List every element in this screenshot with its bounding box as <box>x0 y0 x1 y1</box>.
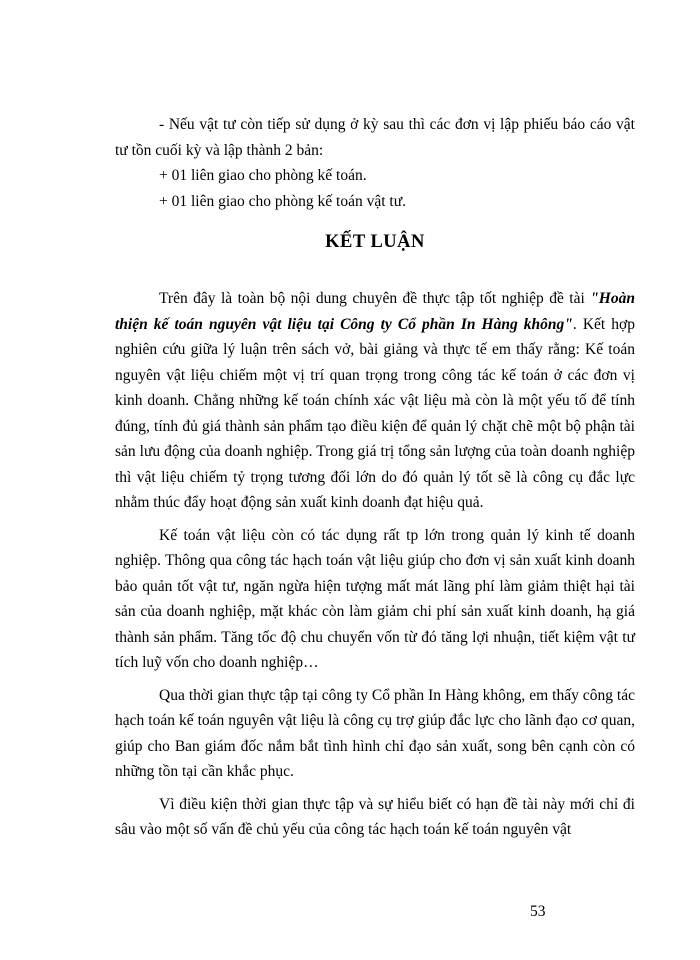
intro-line-1: - Nếu vật tư còn tiếp sử dụng ở kỳ sau thì các đơn vị lập phiếu báo cáo vật tư tồn cuối kỳ và lập thành 2 bản: <box>115 116 635 159</box>
intro-section <box>115 112 635 214</box>
paragraph-3: Qua thời gian thực tập tại công ty Cổ phần In Hàng không, em thấy công tác hạch toán kế toán nguyên vật liệu là công cụ trợ giúp đắc lực cho lãnh đạo cơ quan, giúp cho Ban giám đốc nắm bắt tình hình chỉ đạo sản xuất, song bên cạnh còn có những tồn tại cần khắc phục. <box>115 686 635 780</box>
paragraph-2: Kế toán vật liệu còn có tác dụng rất tp lớn trong quản lý kinh tế doanh nghiệp. Thông qua công tác hạch toán vật liệu giúp cho đơn vị sản xuất kinh doanh bảo quản tốt vật tư, ngăn ngừa hiện tượng mất mát lãng phí làm giảm thiệt hại tài sản của doanh nghiệp, mặt khác còn làm giảm chi phí sản xuất kinh doanh, hạ giá thành sản phẩm. Tăng tốc độ chu chuyển vốn từ đó tăng lợi nhuận, tiết kiệm vật tư tích luỹ vốn cho doanh nghiệp… <box>115 526 635 671</box>
intro-line-3: + 01 liên giao cho phòng kế toán vật tư. <box>159 192 407 210</box>
section-heading: KẾT LUẬN <box>325 232 425 252</box>
paragraph-1 <box>115 286 635 516</box>
intro-line-2: + 01 liên giao cho phòng kế toán. <box>159 167 367 184</box>
paragraph-1-start: Trên đây là toàn bộ nội dung chuyên đề thực tập tốt nghiệp đề tài <box>159 290 591 307</box>
thesis-title: "Hoàn thiện kế toán nguyên vật liệu tại Công ty Cổ phần In Hàng không" <box>115 290 635 333</box>
paragraph-4: Vì điều kiện thời gian thực tập và sự hiểu biết có hạn đề tài này mới chỉ đi sâu vào một số vấn đề chủ yếu của công tác hạch toán kế toán nguyên vật <box>115 795 635 838</box>
page-number: 53 <box>530 903 546 920</box>
conclusion-body <box>115 286 635 850</box>
paragraph-1-rest: . Kết hợp nghiên cứu giữa lý luận trên sách vở, bài giảng và thực tế em thấy rằng: Kế toán nguyên vật liệu chiếm một vị trí quan trọng trong công tác kế toán ở các đơn vị kinh doanh. Chẳng những kế toán chính xác vật liệu mà còn là một yếu tố để tính đúng, tính đủ giá thành sản phẩm tạo điều kiện để quản lý chặt chẽ một bộ phận tài sản lưu động của doanh nghiệp. Trong giá trị tổng sản lượng của toàn doanh nghiệp thì vật liệu chiếm tỷ trọng tương đối lớn do đó quản lý tốt sẽ là công cụ đắc lực nhằm thúc đẩy hoạt động sản xuất kinh doanh đạt hiệu quả. <box>115 315 635 511</box>
